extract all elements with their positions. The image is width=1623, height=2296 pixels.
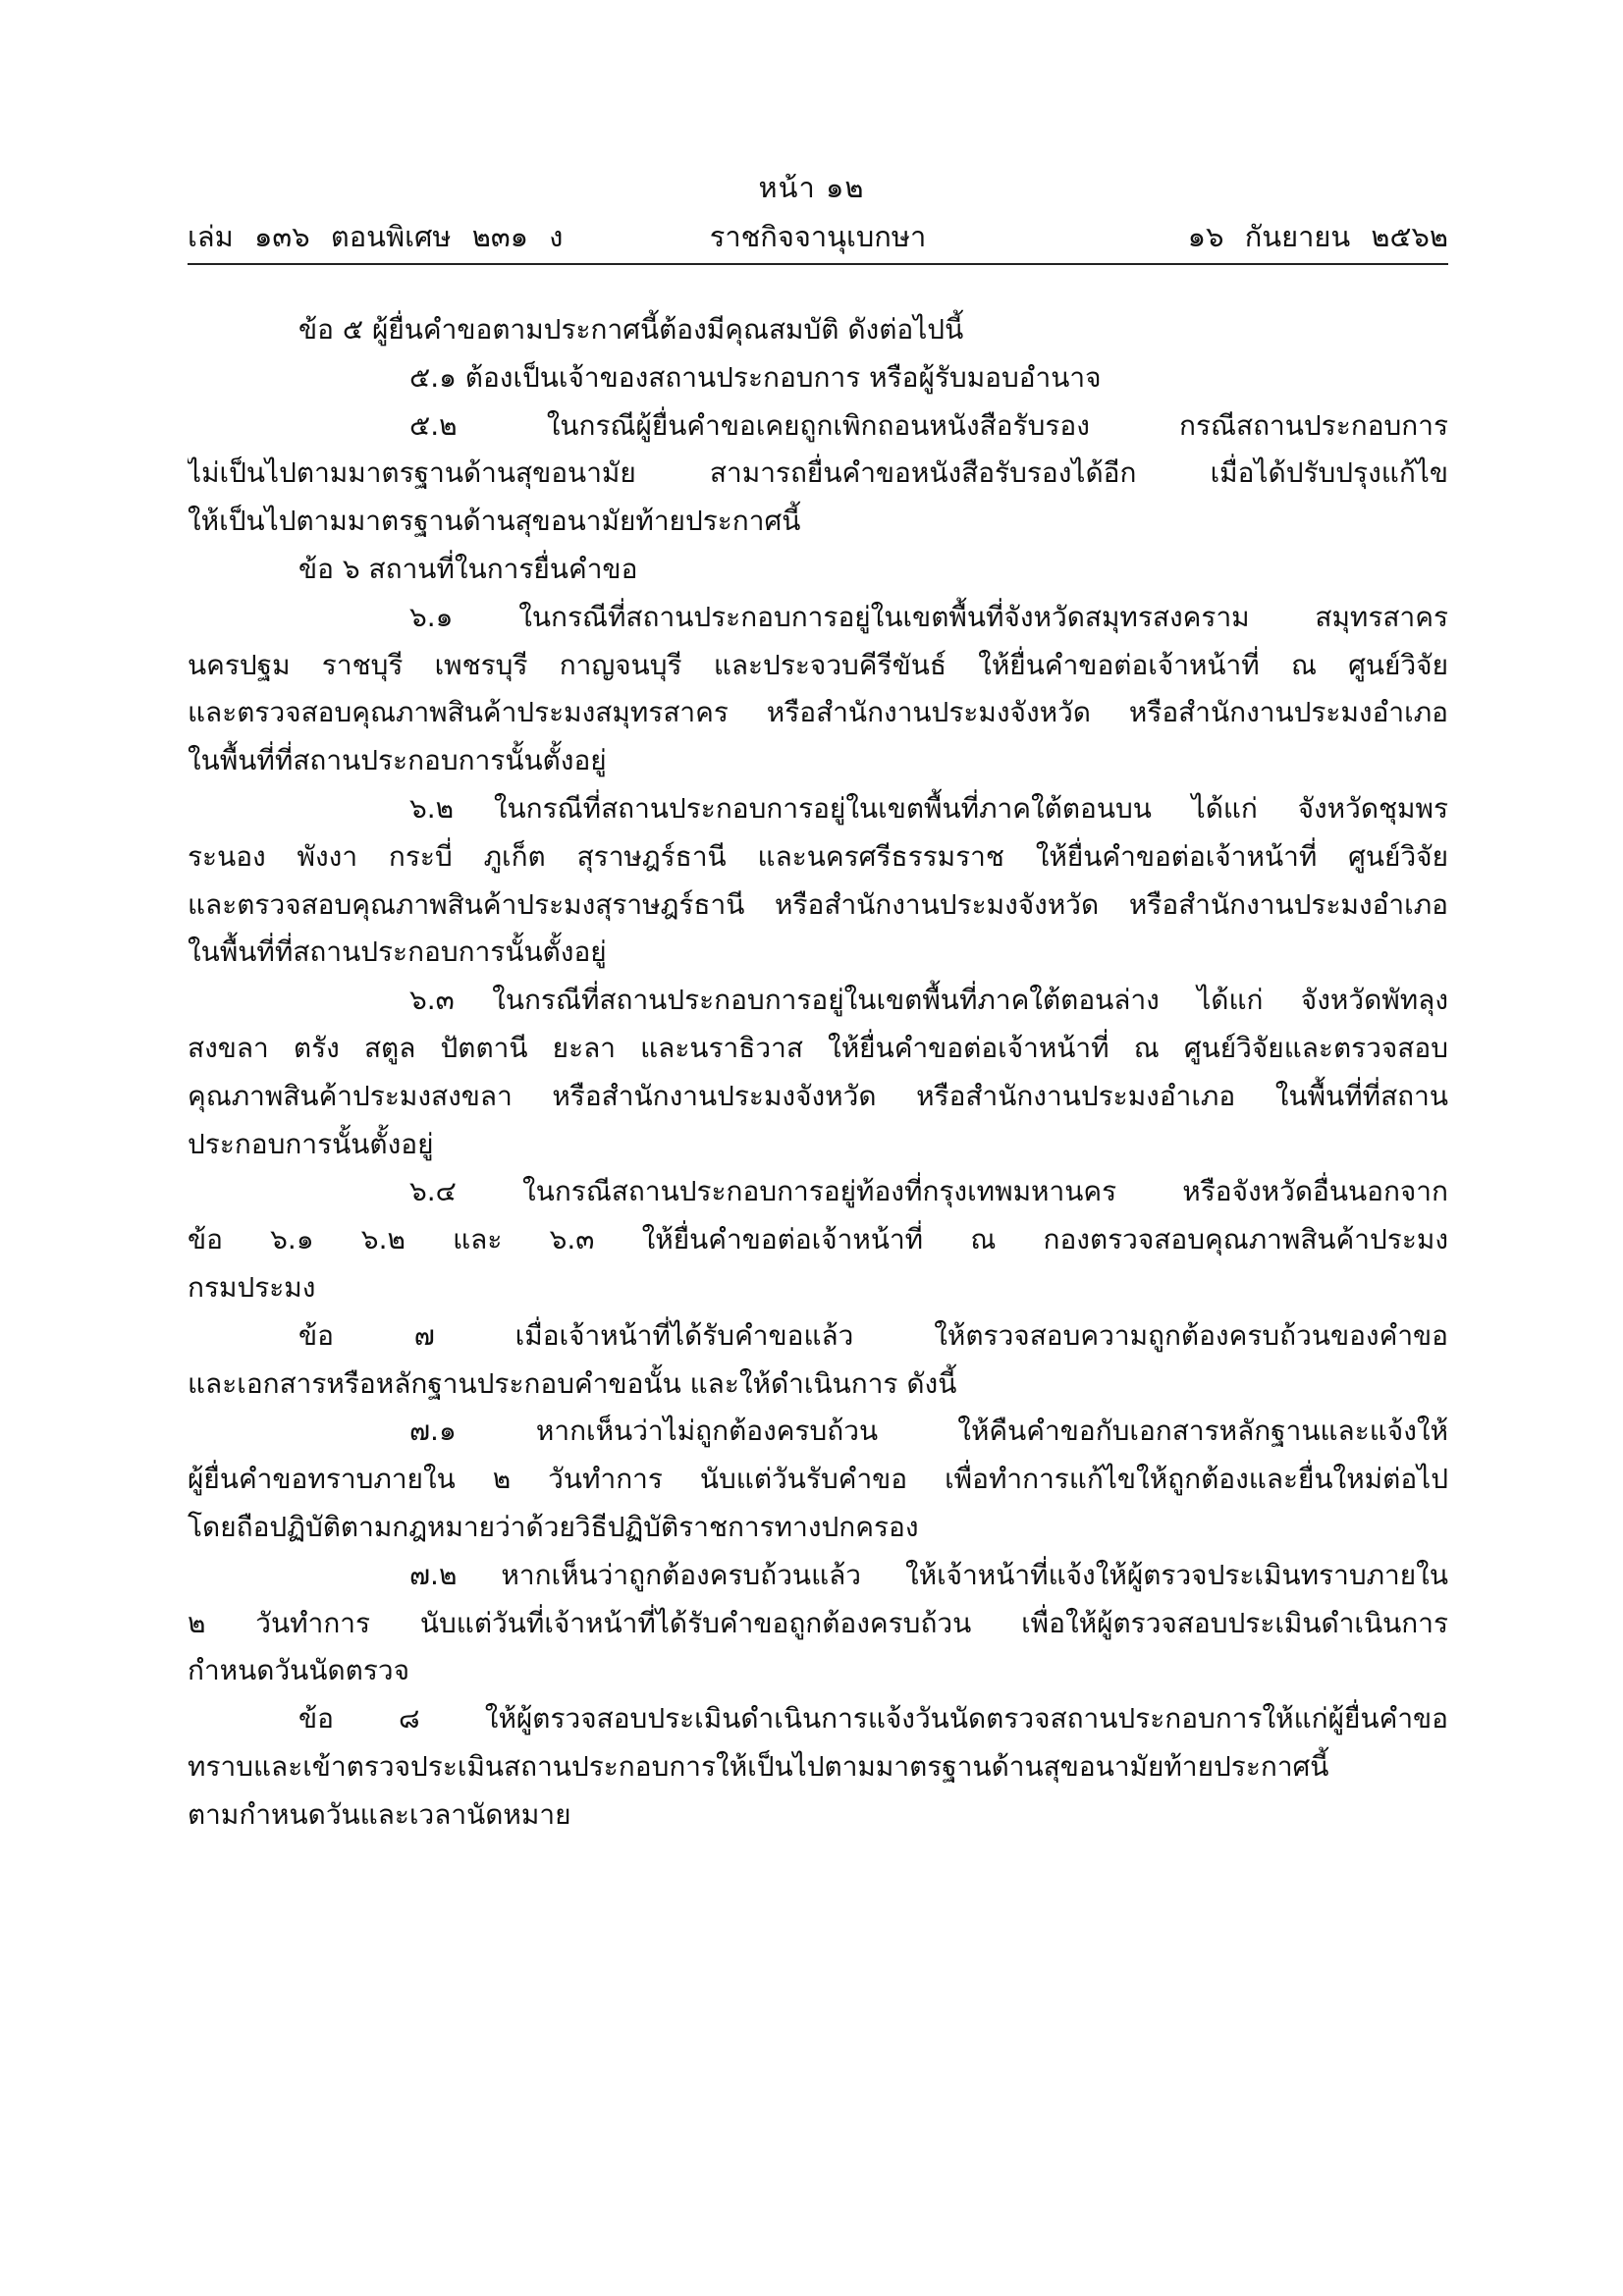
clause-6-heading: ข้อ ๖ สถานที่ในการยื่นคำขอ <box>298 552 638 585</box>
clause-5-2-line: ให้เป็นไปตามมาตรฐานด้านสุขอนามัยท้ายประกาศนี้ <box>188 505 801 538</box>
clause-7-2-line: กำหนดวันนัดตรวจ <box>188 1654 409 1687</box>
clause-6-3-line: สงขลา ตรัง สตูล ปัตตานี ยะลา และนราธิวาส ให้ยื่นคำขอต่อเจ้าหน้าที่ ณ ศูนย์วิจัยและตรวจสอบ <box>188 1031 1448 1064</box>
publication-title: ราชกิจจานุเบกษา <box>709 220 927 253</box>
clause-8-line: ตามกำหนดวันและเวลานัดหมาย <box>188 1797 571 1831</box>
clause-6-3-line: ๖.๓ ในกรณีที่สถานประกอบการอยู่ในเขตพื้นที่ภาคใต้ตอนล่าง ได้แก่ จังหวัดพัทลุง <box>409 984 1448 1017</box>
clause-7-1-line: โดยถือปฏิบัติตามกฎหมายว่าด้วยวิธีปฏิบัติราชการทางปกครอง <box>188 1510 919 1543</box>
clause-6-4-line: ๖.๔ ในกรณีสถานประกอบการอยู่ท้องที่กรุงเทพมหานคร หรือจังหวัดอื่นนอกจาก <box>409 1175 1448 1208</box>
clause-7-1-line: ๗.๑ หากเห็นว่าไม่ถูกต้องครบถ้วน ให้คืนคำขอกับเอกสารหลักฐานและแจ้งให้ <box>409 1415 1448 1448</box>
clause-6-1-line: ๖.๑ ในกรณีที่สถานประกอบการอยู่ในเขตพื้นที่จังหวัดสมุทรสงคราม สมุทรสาคร <box>409 600 1448 633</box>
clause-7-2-line: ๒ วันทำการ นับแต่วันที่เจ้าหน้าที่ได้รับคำขอถูกต้องครบถ้วน เพื่อให้ผู้ตรวจสอบประเมินดำเนินการ <box>188 1606 1448 1639</box>
clause-8-line: ข้อ ๘ ให้ผู้ตรวจสอบประเมินดำเนินการแจ้งวันนัดตรวจสถานประกอบการให้แก่ผู้ยื่นคำขอ <box>298 1702 1448 1735</box>
clause-7-2-line: ๗.๒ หากเห็นว่าถูกต้องครบถ้วนแล้ว ให้เจ้าหน้าที่แจ้งให้ผู้ตรวจประเมินทราบภายใน <box>409 1558 1448 1591</box>
clause-6-1-line: ในพื้นที่ที่สถานประกอบการนั้นตั้งอยู่ <box>188 744 607 777</box>
clause-7-line: และเอกสารหรือหลักฐานประกอบคำขอนั้น และให้ดำเนินการ ดังนี้ <box>188 1366 957 1400</box>
clause-6-2-line: ระนอง พังงา กระบี่ ภูเก็ต สุราษฎร์ธานี และนครศรีธรรมราช ให้ยื่นคำขอต่อเจ้าหน้าที่ ศูนย์วิจัย <box>188 839 1448 873</box>
clause-5-2-line: ไม่เป็นไปตามมาตรฐานด้านสุขอนามัย สามารถยื่นคำขอหนังสือรับรองได้อีก เมื่อได้ปรับปรุงแก้ไข <box>188 456 1448 490</box>
clause-6-4-line: ข้อ ๖.๑ ๖.๒ และ ๖.๓ ให้ยื่นคำขอต่อเจ้าหน้าที่ ณ กองตรวจสอบคุณภาพสินค้าประมง <box>188 1223 1448 1256</box>
clause-6-1-line: และตรวจสอบคุณภาพสินค้าประมงสมุทรสาคร หรือสำนักงานประมงจังหวัด หรือสำนักงานประมงอำเภอ <box>188 696 1448 729</box>
gazette-header <box>188 214 1448 257</box>
clause-5-2-line: ๕.๒ ในกรณีผู้ยื่นคำขอเคยถูกเพิกถอนหนังสือรับรอง กรณีสถานประกอบการ <box>409 408 1448 442</box>
clause-6-1-line: นครปฐม ราชบุรี เพชรบุรี กาญจนบุรี และประจวบคีรีขันธ์ ให้ยื่นคำขอต่อเจ้าหน้าที่ ณ ศูนย์วิจัย <box>188 648 1448 681</box>
document-body <box>188 306 1448 1840</box>
clause-8-line: ทราบและเข้าตรวจประเมินสถานประกอบการให้เป็นไปตามมาตรฐานด้านสุขอนามัยท้ายประกาศนี้ <box>188 1749 1329 1783</box>
clause-6-2-line: และตรวจสอบคุณภาพสินค้าประมงสุราษฎร์ธานี หรือสำนักงานประมงจังหวัด หรือสำนักงานประมงอำเภอ <box>188 887 1448 921</box>
clause-5-heading: ข้อ ๕ ผู้ยื่นคำขอตามประกาศนี้ต้องมีคุณสมบัติ ดังต่อไปนี้ <box>298 313 964 346</box>
clause-6-3-line: คุณภาพสินค้าประมงสงขลา หรือสำนักงานประมงจังหวัด หรือสำนักงานประมงอำเภอ ในพื้นที่ที่สถาน <box>188 1079 1448 1112</box>
clause-7-line: ข้อ ๗ เมื่อเจ้าหน้าที่ได้รับคำขอแล้ว ให้ตรวจสอบความถูกต้องครบถ้วนของคำขอ <box>298 1318 1448 1352</box>
clause-6-2-line: ๖.๒ ในกรณีที่สถานประกอบการอยู่ในเขตพื้นที่ภาคใต้ตอนบน ได้แก่ จังหวัดชุมพร <box>409 791 1448 825</box>
clause-7-1-line: ผู้ยื่นคำขอทราบภายใน ๒ วันทำการ นับแต่วันรับคำขอ เพื่อทำการแก้ไขให้ถูกต้องและยื่นใหม่ต่อไป <box>188 1463 1448 1496</box>
clause-5-1: ๕.๑ ต้องเป็นเจ้าของสถานประกอบการ หรือผู้รับมอบอำนาจ <box>409 360 1102 394</box>
clause-6-2-line: ในพื้นที่ที่สถานประกอบการนั้นตั้งอยู่ <box>188 935 607 969</box>
header-divider <box>188 263 1448 265</box>
publication-date: ๑๖ กันยายน ๒๕๖๒ <box>1187 220 1448 253</box>
clause-6-3-line: ประกอบการนั้นตั้งอยู่ <box>188 1127 434 1160</box>
volume-issue: เล่ม ๑๓๖ ตอนพิเศษ ๒๓๑ ง <box>188 220 564 253</box>
page-number: หน้า ๑๒ <box>758 171 865 204</box>
clause-6-4-line: กรมประมง <box>188 1270 316 1304</box>
